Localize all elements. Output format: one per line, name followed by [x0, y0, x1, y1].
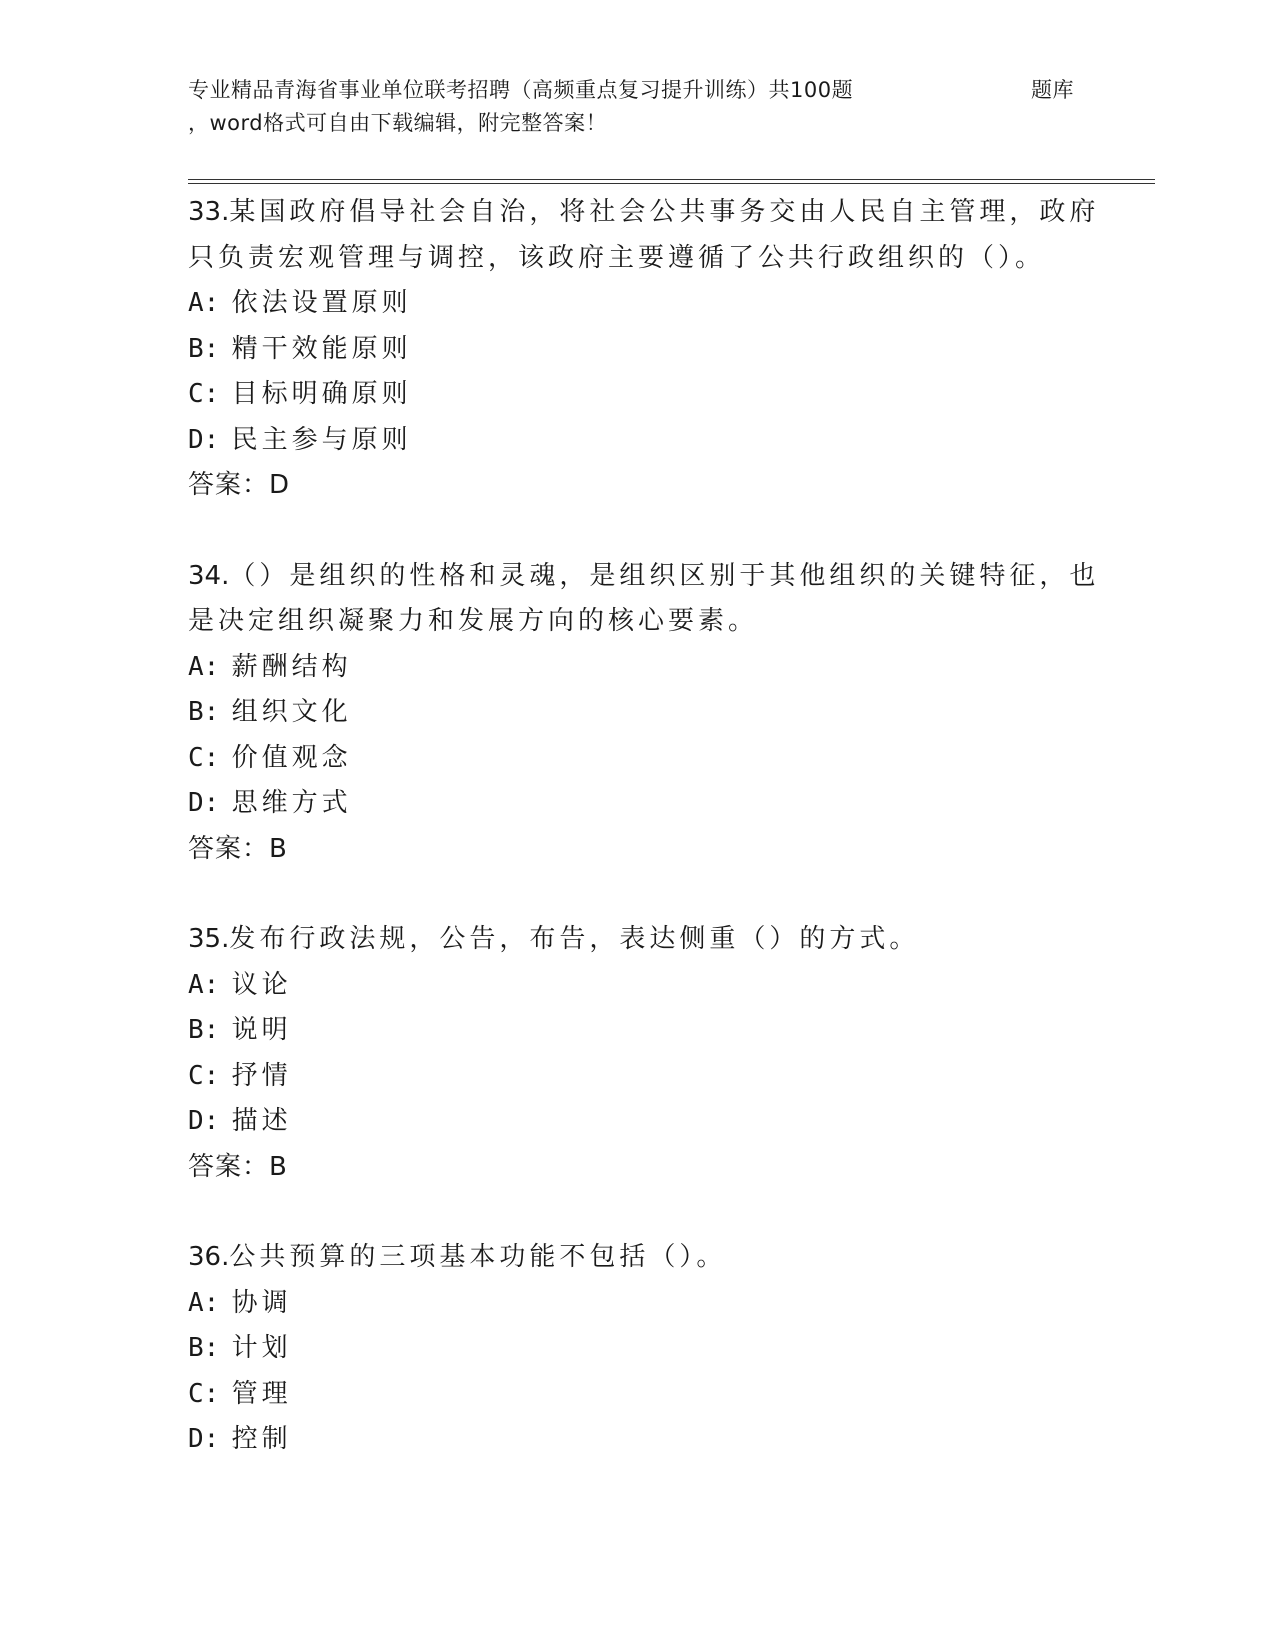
question-number: 33.: [188, 197, 230, 227]
option-a: [188, 645, 1088, 691]
option-letter: B:: [188, 1015, 220, 1045]
option-letter: A:: [188, 288, 220, 318]
question-number: 36.: [188, 1242, 230, 1272]
option-a: [188, 281, 1088, 327]
option-text: 精干效能原则: [231, 333, 412, 364]
option-letter: D:: [188, 788, 220, 818]
question-text-line: [188, 190, 1100, 236]
header-divider: [188, 179, 1155, 184]
option-c: [188, 1372, 1088, 1418]
question-list: [188, 190, 1100, 1508]
option-text: 议论: [231, 969, 292, 1000]
header-subtitle: ，word格式可自由下载编辑，附完整答案！: [188, 111, 608, 135]
question-33: [188, 190, 1100, 509]
option-b: [188, 1008, 1088, 1054]
option-letter: D:: [188, 1106, 220, 1136]
header-title: 专业精品青海省事业单位联考招聘（高频重点复习提升训练）共100题: [188, 78, 854, 102]
option-b: [188, 327, 1088, 373]
option-text: 描述: [231, 1106, 292, 1136]
answer-line: 答案：B: [188, 1151, 288, 1182]
question-text-line: 只负责宏观管理与调控，该政府主要遵循了公共行政组织的（）。: [188, 242, 1046, 273]
option-c: [188, 1054, 1088, 1100]
option-d: [188, 418, 1088, 464]
option-d: [188, 1417, 1088, 1463]
option-letter: C:: [188, 1378, 220, 1409]
question-35: [188, 917, 1088, 1190]
option-text: 管理: [231, 1378, 292, 1409]
question-text: 某国政府倡导社会自治，将社会公共事务交由人民自主管理，政府: [229, 197, 1100, 227]
answer-line: 答案：B: [188, 833, 288, 864]
option-letter: C:: [188, 379, 220, 409]
answer-line: 答案：D: [188, 470, 291, 500]
option-b: [188, 690, 1088, 736]
question-36: [188, 1235, 1088, 1463]
option-letter: D:: [188, 1424, 220, 1454]
option-text: 抒情: [231, 1060, 292, 1091]
option-text: 组织文化: [231, 697, 352, 727]
option-text: 协调: [231, 1287, 292, 1318]
option-letter: B:: [188, 1333, 220, 1363]
option-text: 民主参与原则: [231, 424, 412, 455]
option-letter: B:: [188, 697, 220, 727]
header-tag: 题库: [1031, 78, 1074, 102]
option-text: 计划: [231, 1333, 292, 1363]
option-d: [188, 1099, 1088, 1145]
question-text: （）是组织的性格和灵魂，是组织区别于其他组织的关键特征，也: [229, 560, 1100, 591]
option-text: 控制: [231, 1424, 292, 1454]
option-text: 价值观念: [231, 742, 352, 773]
page-header: [188, 74, 1088, 144]
question-text-line: [188, 917, 1088, 963]
option-text: 目标明确原则: [231, 379, 412, 409]
question-34: [188, 554, 1100, 873]
option-letter: A:: [188, 1287, 220, 1318]
option-letter: C:: [188, 1060, 220, 1091]
question-text-line: [188, 554, 1100, 600]
option-a: [188, 963, 1088, 1009]
question-text-line: [188, 1235, 1088, 1281]
option-letter: C:: [188, 742, 220, 773]
option-c: [188, 372, 1088, 418]
question-text-line: 是决定组织凝聚力和发展方向的核心要素。: [188, 606, 759, 636]
option-letter: B:: [188, 333, 220, 364]
option-text: 思维方式: [231, 788, 352, 818]
option-letter: A:: [188, 969, 220, 1000]
option-letter: A:: [188, 651, 220, 682]
question-text: 发布行政法规，公告，布告，表达侧重（）的方式。: [229, 924, 920, 954]
option-d: [188, 781, 1088, 827]
option-letter: D:: [188, 424, 220, 455]
option-text: 依法设置原则: [231, 288, 412, 318]
question-number: 35.: [188, 924, 230, 954]
option-text: 薪酬结构: [231, 651, 352, 682]
option-c: [188, 736, 1088, 782]
option-text: 说明: [231, 1015, 292, 1045]
option-a: [188, 1281, 1088, 1327]
question-text: 公共预算的三项基本功能不包括（）。: [229, 1242, 727, 1272]
option-b: [188, 1326, 1088, 1372]
question-number: 34.: [188, 560, 230, 591]
